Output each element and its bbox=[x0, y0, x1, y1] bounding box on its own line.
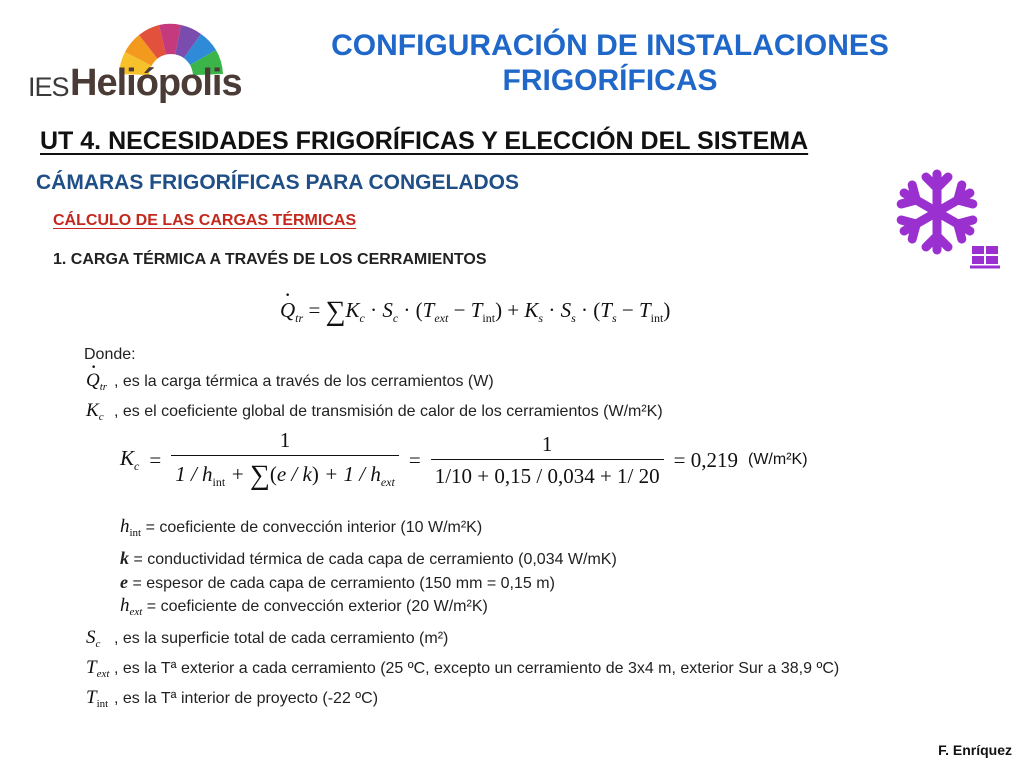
definition-k: k = conductividad térmica de cada capa de cerramiento (0,034 W/mK) bbox=[120, 548, 617, 568]
section-title: CÁMARAS FRIGORÍFICAS PARA CONGELADOS bbox=[36, 171, 519, 194]
definition-tint: $T_{int}$ , es la Tª interior de proyecto (-22 ºC) bbox=[86, 687, 379, 710]
where-label: Donde: bbox=[84, 346, 136, 363]
definition-hint: $h_{int}$ = coeficiente de convección interior (10 W/m²K) bbox=[120, 516, 483, 539]
unit-title: UT 4. NECESIDADES FRIGORÍFICAS Y ELECCIÓN DEL SISTEMA bbox=[40, 127, 809, 155]
definition-text: $T_{ext}$ , es la Tª exterior a cada cerramiento (25 ºC, excepto un cerramiento de 3x4 m, exterior Sur a 38,9 ºC) bbox=[86, 657, 840, 680]
kc-fraction-symbolic: $\frac{1}{1 / h_{int} + \sum(e / k) + 1 / h_{ext}}$ bbox=[171, 428, 399, 492]
definition-kc: $K_c$ , es el coeficiente global de transmisión de calor de los cerramientos (W/m²K) bbox=[86, 400, 663, 423]
definition-sc: $S_c$ , es la superficie total de cada cerramiento (m²) bbox=[86, 627, 449, 650]
logo-name: Heliópolis bbox=[70, 62, 242, 104]
kc-formula: $K_c$ = $\frac{1}{1 / h_{int} + \sum(e / k) + 1 / h_{ext}}$ = $\frac{1}{1/10 + 0,15 / 0,034 + 1/ 20}$ = 0,219 (W/m²K) bbox=[120, 428, 808, 491]
page-title-line2: FRIGORÍFICAS bbox=[502, 64, 718, 97]
definition-hext: $h_{ext}$ = coeficiente de convección exterior (20 W/m²K) bbox=[120, 595, 488, 618]
symbol-qtr: · $Q_{tr}$ bbox=[86, 370, 114, 393]
definition-qtr: · $Q_{tr}$ , es la carga térmica a través de los cerramientos (W) bbox=[86, 370, 494, 393]
logo-prefix: IES bbox=[28, 72, 69, 102]
page-title bbox=[270, 28, 950, 98]
snowflake-icon bbox=[893, 168, 981, 256]
symbol-tint: $T_{int}$ bbox=[86, 687, 109, 710]
symbol-text: $T_{ext}$ bbox=[86, 657, 110, 680]
subsection-title: CÁLCULO DE LAS CARGAS TÉRMICAS bbox=[53, 212, 357, 229]
symbol-sc: $S_c$ bbox=[86, 627, 101, 650]
kc-result: = 0,219 bbox=[673, 447, 738, 472]
kc-fraction-numeric: $\frac{1}{1/10 + 0,15 / 0,034 + 1/ 20}$ bbox=[431, 432, 664, 489]
item-title: 1. CARGA TÉRMICA A TRAVÉS DE LOS CERRAMIENTOS bbox=[53, 251, 487, 268]
main-formula: · $Q_{tr} = \sum K_c \cdot S_c \cdot (T_{ext} - T_{int}) + K_s \cdot S_s \cdot (T_s - T_{int})$ bbox=[280, 296, 670, 328]
refrigeration-grid-icon bbox=[970, 244, 1000, 270]
symbol-kc: $K_c$ bbox=[86, 400, 104, 423]
kc-unit: (W/m²K) bbox=[747, 451, 808, 468]
author-credit: F. Enríquez bbox=[938, 742, 1012, 758]
page-title-line1: CONFIGURACIÓN DE INSTALACIONES bbox=[331, 29, 889, 62]
definition-e: e = espesor de cada capa de cerramiento (150 mm = 0,15 m) bbox=[120, 572, 555, 592]
